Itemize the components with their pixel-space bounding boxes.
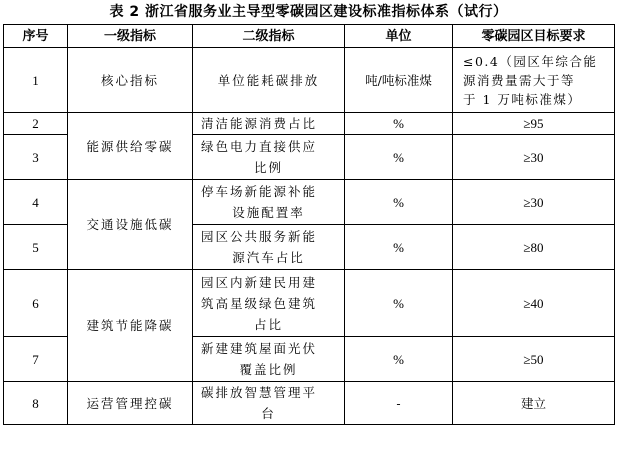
row-unit: % xyxy=(345,337,453,382)
table-row xyxy=(4,113,615,135)
row-level2 xyxy=(193,135,345,180)
row-no: 5 xyxy=(4,225,68,270)
level2-line: 新建建筑屋面光伏 xyxy=(201,341,318,356)
row-no: 3 xyxy=(4,135,68,180)
row-level2 xyxy=(193,48,345,113)
row-unit: % xyxy=(345,270,453,337)
target-line: 源消费量需大于等 xyxy=(463,72,576,88)
level2-line: 园区公共服务新能 xyxy=(201,229,318,244)
row-target: ≥40 xyxy=(453,270,615,337)
level2-line: 停车场新能源补能 xyxy=(201,184,318,199)
row-target: ≥95 xyxy=(453,113,615,135)
row-target: 建立 xyxy=(453,382,615,425)
row-no: 6 xyxy=(4,270,68,337)
row-no: 7 xyxy=(4,337,68,382)
level2-line: 碳排放智慧管理平 xyxy=(201,385,318,400)
row-unit: % xyxy=(345,113,453,135)
row-unit: % xyxy=(345,225,453,270)
level2-line: 清洁能源消费占比 xyxy=(201,116,318,131)
level2-line: 比例 xyxy=(253,160,283,175)
row-unit: % xyxy=(345,180,453,225)
level2-line: 单位能耗碳排放 xyxy=(217,72,320,88)
row-level2 xyxy=(193,337,345,382)
row-unit: - xyxy=(345,382,453,425)
table-caption: 表 2 浙江省服务业主导型零碳园区建设标准指标体系（试行） xyxy=(109,4,508,20)
row-level1: 核心指标 xyxy=(68,48,193,113)
row-no: 4 xyxy=(4,180,68,225)
row-target: ≥50 xyxy=(453,337,615,382)
row-level1: 建筑节能降碳 xyxy=(68,270,193,382)
header-level1: 一级指标 xyxy=(68,25,193,48)
row-target xyxy=(453,48,615,113)
target-line: ≤0.4（园区年综合能 xyxy=(463,53,598,69)
row-level2 xyxy=(193,113,345,135)
level2-line: 设施配置率 xyxy=(232,205,305,220)
row-unit: 吨/吨标准煤 xyxy=(345,48,453,113)
indicator-table xyxy=(3,24,615,425)
row-level2 xyxy=(193,382,345,425)
target-line: 于 1 万吨标准煤） xyxy=(463,91,582,107)
table-row xyxy=(4,270,615,337)
level2-line: 覆盖比例 xyxy=(239,362,298,377)
table-row xyxy=(4,382,615,425)
level2-line: 源汽车占比 xyxy=(232,250,305,265)
row-target: ≥30 xyxy=(453,135,615,180)
row-level2 xyxy=(193,225,345,270)
row-unit: % xyxy=(345,135,453,180)
row-target: ≥80 xyxy=(453,225,615,270)
row-level1: 能源供给零碳 xyxy=(68,113,193,180)
header-target: 零碳园区目标要求 xyxy=(453,25,615,48)
row-no: 8 xyxy=(4,382,68,425)
row-no: 2 xyxy=(4,113,68,135)
table-row xyxy=(4,180,615,225)
level2-line: 占比 xyxy=(253,316,283,332)
table-row xyxy=(4,48,615,113)
row-no: 1 xyxy=(4,48,68,113)
row-level1: 运营管理控碳 xyxy=(68,382,193,425)
header-unit: 单位 xyxy=(345,25,453,48)
level2-line: 绿色电力直接供应 xyxy=(201,139,318,154)
row-level2 xyxy=(193,270,345,337)
row-level1: 交通设施低碳 xyxy=(68,180,193,270)
level2-line: 筑高星级绿色建筑 xyxy=(201,295,318,311)
header-no: 序号 xyxy=(4,25,68,48)
level2-line: 台 xyxy=(261,406,276,421)
row-target: ≥30 xyxy=(453,180,615,225)
header-row xyxy=(4,25,615,48)
level2-line: 园区内新建民用建 xyxy=(201,274,318,290)
row-level2 xyxy=(193,180,345,225)
header-level2: 二级指标 xyxy=(193,25,345,48)
